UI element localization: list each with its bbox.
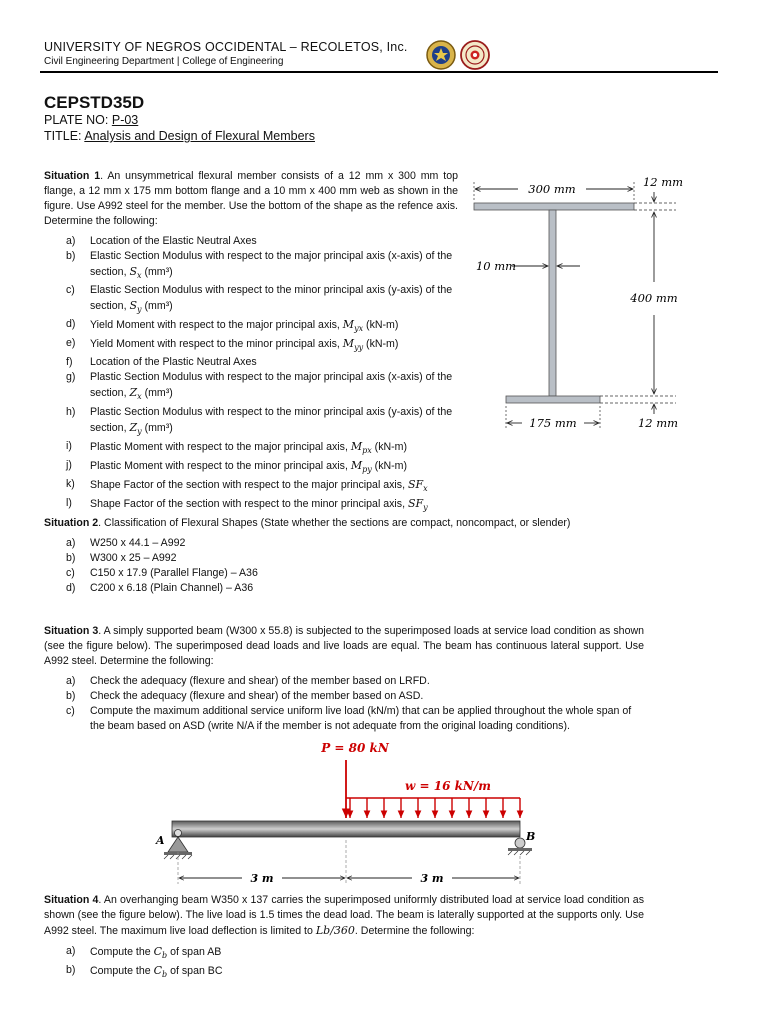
- item-symbol: SF: [407, 477, 424, 491]
- item-text: Shape Factor of the section with respect to the major principal axis,: [90, 478, 408, 491]
- plate-label: PLATE NO:: [44, 113, 109, 127]
- plate-value: P-03: [111, 113, 139, 127]
- dim-web-thk: 10 mm: [475, 259, 517, 273]
- item-letter: l): [66, 496, 72, 509]
- dim-bottom-flange-thk: 12 mm: [637, 416, 679, 430]
- support-a-label: A: [156, 834, 165, 847]
- item-unit: (kN-m): [371, 459, 408, 472]
- item-text: Check the adequacy (flexure and shear) of the member based on ASD.: [90, 690, 424, 702]
- i-beam-section-figure: [466, 170, 714, 432]
- situation4-text-end: . Determine the following:: [354, 925, 475, 937]
- list-item: [66, 336, 462, 355]
- list-item: [66, 496, 462, 515]
- item-letter: d): [66, 318, 76, 331]
- item-text: W250 x 44.1 – A992: [90, 537, 186, 549]
- item-letter: b): [66, 552, 76, 564]
- course-code: CEPSTD35D: [44, 93, 145, 112]
- dim-bottom-flange-width: 175 mm: [529, 416, 577, 430]
- situation1-paragraph: [44, 169, 458, 229]
- item-text: W300 x 25 – A992: [90, 552, 177, 564]
- list-item: [66, 249, 462, 283]
- item-symbol-sub: yx: [354, 324, 364, 334]
- item-letter: b): [66, 250, 76, 262]
- list-item: [66, 581, 666, 596]
- item-letter: h): [66, 405, 76, 418]
- item-text: Compute the: [90, 946, 154, 958]
- item-letter: a): [66, 675, 76, 687]
- header-rule: [40, 71, 718, 73]
- item-symbol-sub: y: [137, 426, 142, 436]
- university-seals: [424, 38, 494, 72]
- item-letter: c): [66, 567, 75, 579]
- list-item: [66, 439, 462, 458]
- item-unit: (mm³): [141, 266, 173, 278]
- item-text: Yield Moment with respect to the major principal axis,: [90, 319, 343, 332]
- item-text: C200 x 6.18 (Plain Channel) – A36: [90, 582, 254, 594]
- situation1-label: Situation 1: [44, 170, 101, 182]
- item-symbol-sub: py: [362, 464, 372, 474]
- list-item: [66, 458, 462, 477]
- item-unit: (mm³): [141, 421, 173, 434]
- title-value: Analysis and Design of Flexural Members: [84, 129, 315, 143]
- item-symbol-sub: yy: [354, 343, 364, 353]
- item-text: Plastic Moment with respect to the minor principal axis,: [90, 459, 351, 472]
- item-symbol: M: [350, 439, 363, 453]
- item-letter: a): [66, 537, 76, 549]
- item-symbol: S: [129, 299, 137, 313]
- item-letter: g): [66, 371, 76, 384]
- item-symbol-sub: x: [137, 392, 142, 402]
- list-item: [66, 963, 566, 982]
- item-letter: a): [66, 945, 76, 957]
- item-letter: d): [66, 582, 76, 594]
- list-item: [66, 566, 666, 581]
- web: [549, 210, 556, 396]
- item-letter: c): [66, 284, 75, 297]
- item-text: Yield Moment with respect to the minor principal axis,: [90, 338, 343, 351]
- item-letter: a): [66, 235, 76, 247]
- situation4-label: Situation 4: [44, 894, 99, 906]
- beam: [172, 821, 520, 837]
- uniform-load-label: w = 16 kN/m: [405, 779, 491, 793]
- item-letter: c): [66, 705, 75, 717]
- list-item: [66, 704, 646, 734]
- list-item: [66, 234, 462, 249]
- item-symbol: M: [342, 337, 355, 351]
- title-label: TITLE:: [44, 129, 82, 143]
- item-letter: j): [66, 458, 72, 471]
- situation4-list: [66, 944, 566, 982]
- item-text: Compute the: [90, 965, 154, 978]
- dim-top-flange-width: 300 mm: [528, 182, 576, 196]
- seal-left-icon: [427, 41, 455, 69]
- department-name: Civil Engineering Department | College of Engineering: [44, 56, 284, 67]
- list-item: [66, 317, 462, 336]
- situation3-label: Situation 3: [44, 625, 99, 637]
- item-text: Shape Factor of the section with respect to the minor principal axis,: [90, 497, 408, 510]
- item-text: Plastic Moment with respect to the major principal axis,: [90, 440, 351, 453]
- plate-title: [44, 129, 315, 143]
- uniform-load-arrows: [350, 798, 520, 818]
- list-item: [66, 370, 462, 404]
- situation3-text: . A simply supported beam (W300 x 55.8) is subjected to the superimposed loads at service load condition as shown (see the figure below). The superimposed dead loads and live loads are equal. The beam has continuous lateral support. Use A992 steel. Determine the following:: [44, 625, 645, 667]
- item-tail: of span BC: [167, 965, 223, 978]
- bottom-flange: [506, 396, 600, 403]
- item-text: Location of the Elastic Neutral Axes: [90, 235, 257, 247]
- item-letter: i): [66, 439, 72, 452]
- situation4-paragraph: [44, 893, 644, 939]
- item-text: Location of the Plastic Neutral Axes: [90, 356, 257, 369]
- list-item: [66, 477, 462, 496]
- item-symbol-sub: x: [423, 483, 428, 493]
- situation1-list: [66, 234, 462, 515]
- dim-web-height: 400 mm: [630, 291, 678, 305]
- item-text: Plastic Section Modulus with respect to the minor principal axis (y-axis) of the section,: [90, 405, 453, 434]
- item-text: Elastic Section Modulus with respect to the major principal axis (x-axis) of the section,: [90, 250, 453, 278]
- situation3-paragraph: [44, 624, 644, 669]
- simply-supported-beam-figure: [150, 740, 540, 890]
- item-symbol: SF: [407, 496, 424, 510]
- situation2-list: [66, 536, 666, 596]
- university-name: UNIVERSITY OF NEGROS OCCIDENTAL – RECOLETOS, Inc.: [44, 40, 408, 54]
- item-letter: f): [66, 356, 73, 369]
- item-symbol: C: [153, 964, 163, 978]
- item-text: Elastic Section Modulus with respect to the minor principal axis (y-axis) of the section,: [90, 284, 453, 313]
- top-flange: [474, 203, 634, 210]
- plate-number: [44, 113, 138, 127]
- item-text: Plastic Section Modulus with respect to the major principal axis (x-axis) of the section,: [90, 371, 453, 400]
- list-item: [66, 283, 462, 317]
- list-item: [66, 536, 666, 551]
- item-symbol-sub: b: [162, 970, 168, 980]
- item-text: Check the adequacy (flexure and shear) of the member based on LRFD.: [90, 675, 430, 687]
- item-unit: (kN-m): [363, 319, 399, 332]
- list-item: [66, 944, 566, 963]
- item-tail: of span AB: [167, 946, 222, 958]
- situation2-label: Situation 2: [44, 517, 99, 529]
- item-text: C150 x 17.9 (Parallel Flange) – A36: [90, 567, 258, 579]
- span1-label: 3 m: [250, 872, 274, 885]
- item-symbol: M: [342, 318, 355, 332]
- list-item: [66, 689, 646, 704]
- item-unit: (mm³): [141, 387, 173, 400]
- item-symbol: Z: [129, 386, 138, 400]
- item-symbol-sub: px: [362, 445, 372, 455]
- item-unit: (kN-m): [371, 440, 408, 453]
- support-b-label: B: [526, 830, 536, 843]
- item-symbol: C: [153, 945, 163, 958]
- item-symbol-sub: y: [137, 305, 142, 315]
- item-symbol-sub: b: [162, 951, 168, 961]
- situation2-paragraph: [44, 516, 724, 531]
- item-letter: b): [66, 690, 76, 702]
- item-letter: e): [66, 337, 76, 350]
- span2-label: 3 m: [420, 872, 444, 885]
- item-letter: k): [66, 477, 75, 490]
- situation4-text: . An overhanging beam W350 x 137 carries the superimposed uniformly distributed load at service load condition as shown (see the figure below). The live load is 1.5 times the dead load. The beam is laterally supported at the supports only. Use A992 steel. The maximum live load deflection is limited to: [44, 894, 644, 937]
- point-load-label: P = 80 kN: [321, 741, 389, 755]
- list-item: [66, 551, 666, 566]
- list-item: [66, 355, 462, 370]
- situation2-text: . Classification of Flexural Shapes (State whether the sections are compact, noncompact, or slender): [98, 517, 571, 529]
- item-symbol-sub: y: [423, 503, 428, 513]
- situation1-text: . An unsymmetrical flexural member consists of a 12 mm x 300 mm top flange, a 12 mm x 175 mm bottom flange and a 10 mm x 400 mm web as shown in the figure. Use A992 steel for the member. Use the bottom of the shape as the refence axis. Determine the following:: [44, 170, 458, 227]
- item-letter: b): [66, 964, 76, 977]
- list-item: [66, 674, 646, 689]
- item-text: Compute the maximum additional service uniform live load (kN/m) that can be applied throughout the whole span of the beam based on ASD (write N/A if the member is not adequate from the original loading conditions).: [90, 705, 632, 732]
- dim-top-flange-thk: 12 mm: [642, 175, 684, 189]
- item-unit: (kN-m): [363, 338, 399, 351]
- item-unit: (mm³): [141, 300, 173, 313]
- item-symbol-sub: x: [137, 271, 142, 281]
- item-symbol: M: [350, 458, 363, 472]
- deflection-limit: Lb/360: [315, 924, 355, 937]
- item-symbol: S: [129, 265, 137, 278]
- seal-right-icon: [461, 41, 489, 69]
- situation3-list: [66, 674, 646, 734]
- item-symbol: Z: [129, 420, 138, 434]
- list-item: [66, 405, 462, 439]
